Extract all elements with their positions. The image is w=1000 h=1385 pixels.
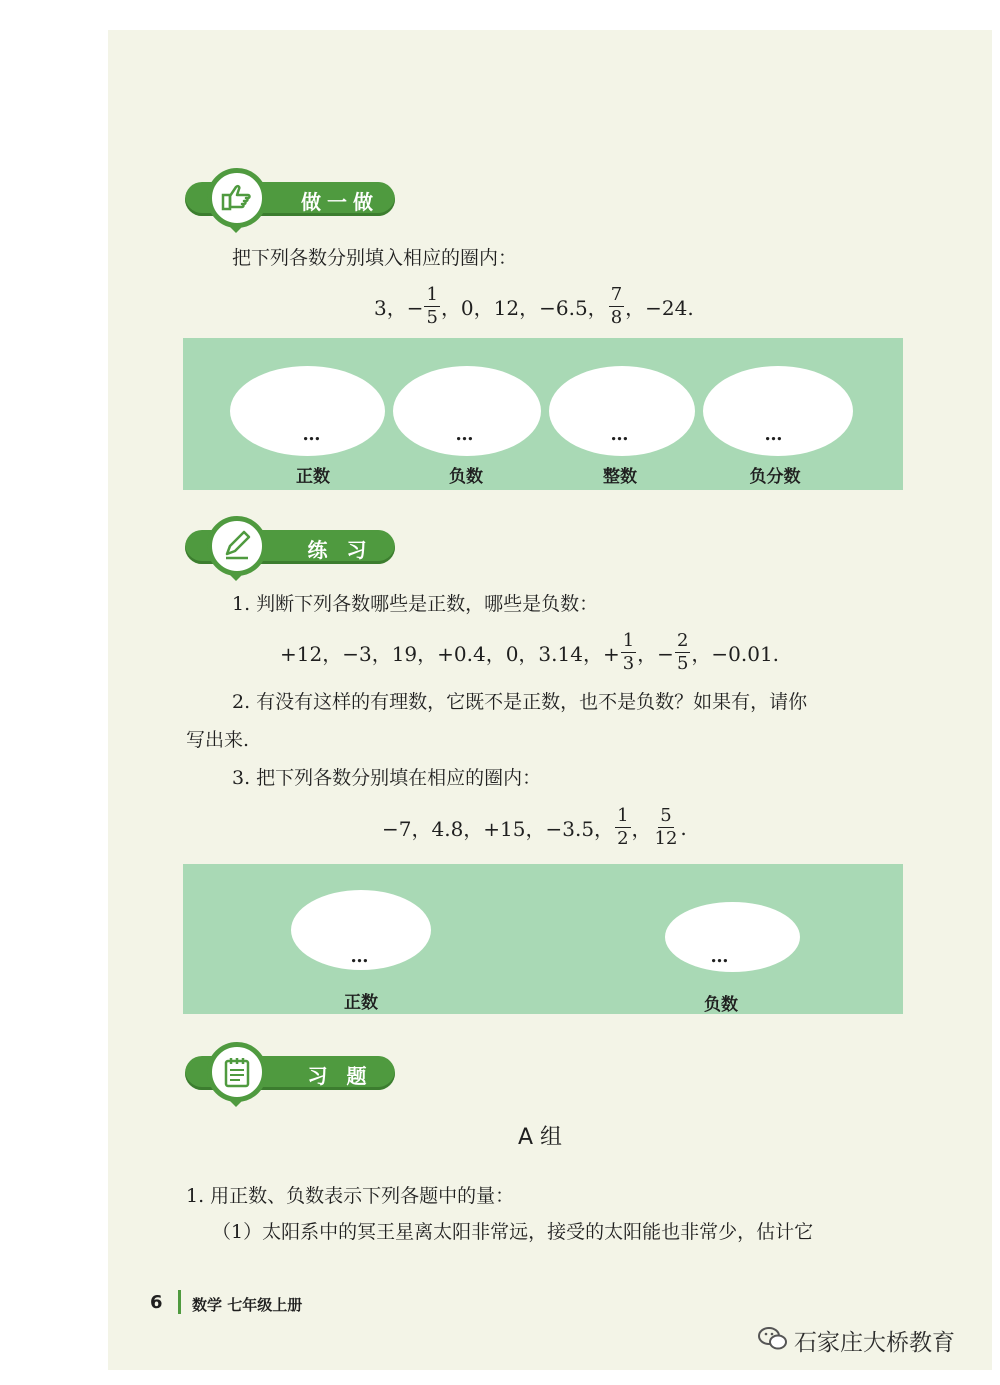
number-text: ，0，12，−6.5， [440, 296, 608, 320]
fraction-denominator: 3 [622, 653, 635, 674]
exercise-item-1: 1. 用正数、负数表示下列各题中的量： [186, 1185, 515, 1207]
number-text: 3，− [374, 296, 424, 320]
watermark-text: 石家庄大桥教育 [794, 1330, 955, 1356]
tag-arrow [229, 574, 243, 581]
section-tag-zuoyizuo [185, 178, 395, 220]
fraction-denominator: 5 [676, 653, 689, 674]
fraction-numerator: 1 [622, 630, 635, 651]
exercise-item-1-1: （1）太阳系中的冥王星离太阳非常远，接受的太阳能也非常少，估计它 [212, 1221, 814, 1243]
fraction [675, 630, 690, 675]
exercise-question-1: 1. 判断下列各数哪些是正数，哪些是负数： [232, 593, 599, 615]
number-text: ， [631, 817, 652, 841]
ellipsis: … [302, 424, 322, 445]
number-list-1 [374, 284, 694, 329]
ellipsis: … [350, 946, 370, 967]
fraction [653, 805, 680, 850]
book-title: 数学 七年级上册 [192, 1296, 303, 1314]
circle-band-1 [183, 338, 903, 490]
footer-divider [178, 1290, 181, 1314]
circle-label: 负数 [704, 995, 738, 1015]
tag-arrow [229, 1100, 243, 1107]
circle-label: 正数 [296, 467, 330, 487]
circle-band-2 [183, 864, 903, 1014]
tag-label: 练 习 [307, 538, 373, 562]
number-text: −7，4.8，+15，−3.5， [382, 817, 615, 841]
instruction-text: 把下列各数分别填入相应的圈内： [232, 247, 518, 269]
exercise-question-3: 3. 把下列各数分别填在相应的圈内： [232, 767, 542, 789]
ellipsis: … [764, 424, 784, 445]
fraction-numerator: 5 [660, 805, 672, 826]
number-text: ，−24. [625, 296, 694, 320]
number-text: ，−0.01. [691, 642, 780, 666]
number-list-3 [382, 805, 687, 850]
group-heading: A 组 [517, 1125, 563, 1150]
wechat-icon [758, 1326, 788, 1352]
tag-label: 习 题 [307, 1064, 373, 1088]
fraction [615, 805, 630, 850]
pencil-icon [207, 516, 267, 576]
page-number: 6 [150, 1292, 163, 1313]
fraction [621, 630, 636, 675]
fraction-denominator: 5 [426, 307, 438, 328]
circle-label: 负数 [449, 467, 483, 487]
fraction-denominator: 2 [617, 828, 629, 849]
hand-icon [207, 168, 267, 228]
tag-arrow [229, 226, 243, 233]
number-text: ，− [637, 642, 674, 666]
circle-label: 整数 [603, 467, 637, 487]
ellipsis: … [610, 424, 630, 445]
exercise-question-2: 2. 有没有这样的有理数，它既不是正数，也不是负数？如果有，请你 [232, 691, 808, 713]
number-text: . [680, 815, 687, 840]
exercise-question-2-cont: 写出来. [186, 729, 250, 751]
ellipsis: … [710, 946, 730, 967]
number-list-2 [280, 630, 779, 675]
section-tag-xiti [185, 1052, 395, 1094]
fraction-numerator: 2 [676, 630, 689, 651]
section-tag-lianxi [185, 526, 395, 568]
notepad-icon [207, 1042, 267, 1102]
fraction-numerator: 7 [610, 284, 623, 305]
circle-label: 负分数 [749, 467, 801, 487]
number-text: +12，−3，19，+0.4，0，3.14，+ [280, 642, 620, 666]
fraction-numerator: 1 [617, 805, 629, 826]
fraction [609, 284, 624, 329]
tag-label: 做一做 [301, 190, 379, 214]
fraction-denominator: 12 [654, 828, 678, 849]
circle-label: 正数 [344, 993, 378, 1013]
fraction-numerator: 1 [426, 284, 438, 305]
ellipsis: … [455, 424, 475, 445]
fraction-denominator: 8 [610, 307, 623, 328]
fraction [424, 284, 439, 329]
